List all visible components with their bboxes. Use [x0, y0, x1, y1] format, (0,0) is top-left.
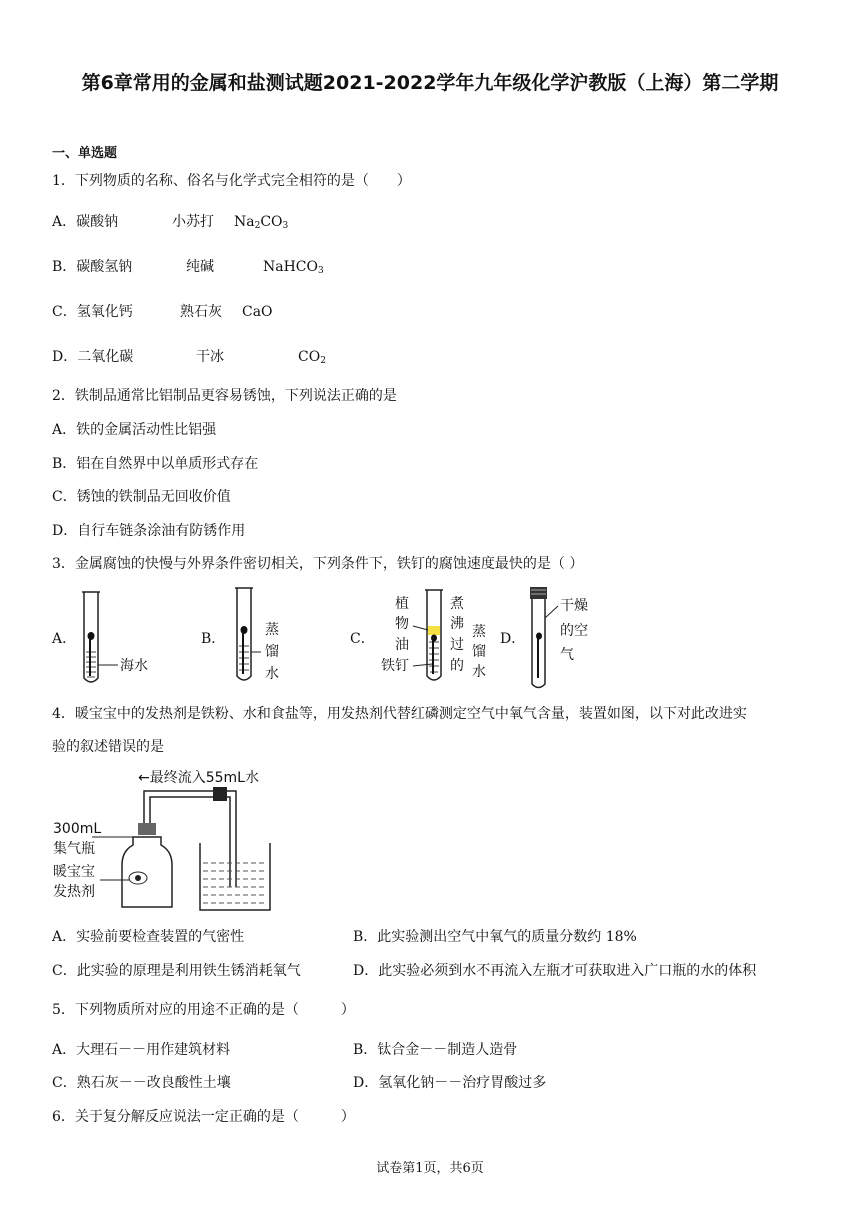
- q5-option-b: B．钛合金－－制造人造骨: [353, 1042, 518, 1058]
- tube-c-mid-4: 的: [450, 658, 464, 674]
- page-footer: 试卷第1页，共6页: [376, 1161, 484, 1176]
- chemical-formula: $CO_2$: [298, 349, 326, 366]
- bottle-label-1: 300mL: [53, 821, 102, 837]
- q4-option-c: C．此实验的原理是利用铁生锈消耗氧气: [52, 963, 301, 979]
- q2-option-d: D．自行车链条涂油有防锈作用: [52, 523, 246, 539]
- arrow-label: ←最终流入55mL水: [138, 770, 259, 786]
- tube-c-mid-3: 过: [450, 637, 464, 653]
- tube-c-left-4: 铁钉: [381, 658, 409, 674]
- q4-option-d: D．此实验必须到水不再流入左瓶才可获取进入广口瓶的水的体积: [353, 963, 757, 979]
- option-alias: 纯碱: [186, 259, 214, 275]
- tube-d-label-3: 气: [560, 647, 574, 663]
- test-tube-d-diagram: [524, 586, 604, 696]
- page-title: 第6章常用的金属和盐测试题2021-2022学年九年级化学沪教版（上海）第二学期: [81, 72, 779, 94]
- q2-option-b: B．铝在自然界中以单质形式存在: [52, 456, 259, 472]
- q4-option-b: B．此实验测出空气中氧气的质量分数约 18%: [353, 929, 637, 945]
- q1-option-d: [52, 347, 326, 367]
- tube-a-label: 海水: [120, 658, 148, 674]
- option-alias: 熟石灰: [180, 304, 222, 320]
- option-alias: 干冰: [196, 349, 224, 365]
- option-alias: 小苏打: [172, 214, 214, 230]
- tube-d-label-2: 的空: [560, 623, 588, 639]
- section-heading: 一、单选题: [52, 146, 118, 161]
- option-label: B．碳酸氢钠: [52, 259, 133, 275]
- q3-option-d-letter: D．: [500, 631, 526, 647]
- q2-option-a: A．铁的金属活动性比铝强: [52, 422, 217, 438]
- question-6-stem: 6．关于复分解反应说法一定正确的是（ ）: [52, 1109, 355, 1125]
- tube-c-mid-2: 沸: [450, 616, 464, 632]
- bottle-label-2: 集气瓶: [53, 841, 95, 857]
- tube-c-left-2: 物: [395, 616, 409, 632]
- question-4-stem-line2: 验的叙述错误的是: [52, 739, 164, 755]
- q4-option-a: A．实验前要检查装置的气密性: [52, 929, 245, 945]
- q2-option-c: C．锈蚀的铁制品无回收价值: [52, 489, 231, 505]
- q5-option-c: C．熟石灰－－改良酸性土壤: [52, 1075, 231, 1091]
- tube-d-label-1: 干燥: [560, 598, 588, 614]
- heater-label-1: 暖宝宝: [53, 864, 95, 880]
- test-tube-a-diagram: [80, 590, 170, 690]
- chemical-formula: NaHCO$_3$: [263, 259, 324, 276]
- tube-b-label-1: 蒸: [265, 622, 279, 638]
- question-2-stem: 2．铁制品通常比铝制品更容易锈蚀，下列说法正确的是: [52, 388, 397, 404]
- tube-c-left-3: 油: [395, 637, 409, 653]
- tube-b-label-3: 水: [265, 666, 279, 682]
- question-1-stem: 1．下列物质的名称、俗名与化学式完全相符的是（ ）: [52, 173, 411, 189]
- q5-option-a: A．大理石－－用作建筑材料: [52, 1042, 231, 1058]
- tube-c-right-3: 水: [472, 664, 486, 680]
- chemical-formula: CaO: [242, 304, 273, 320]
- tube-b-label-2: 馏: [265, 644, 279, 660]
- apparatus-diagram: [50, 765, 290, 915]
- option-label: D．二氧化碳: [52, 349, 134, 365]
- question-5-stem: 5．下列物质所对应的用途不正确的是（ ）: [52, 1002, 355, 1018]
- q3-option-a-letter: A．: [52, 631, 77, 647]
- question-3-stem: 3．金属腐蚀的快慢与外界条件密切相关，下列条件下，铁钉的腐蚀速度最快的是（ ）: [52, 556, 584, 572]
- tube-c-left-1: 植: [395, 596, 409, 612]
- q3-option-b-letter: B．: [201, 631, 226, 647]
- test-tube-c-diagram: [375, 588, 495, 688]
- option-label: A．碳酸钠: [52, 214, 119, 230]
- q5-option-d: D．氢氧化钠－－治疗胃酸过多: [353, 1075, 547, 1091]
- tube-c-right-2: 馏: [472, 644, 486, 660]
- option-label: C．氢氧化钙: [52, 304, 133, 320]
- chemical-formula: $Na_2CO_3$: [234, 214, 289, 231]
- q1-option-b: [52, 257, 324, 277]
- q3-option-c-letter: C．: [350, 631, 375, 647]
- tube-c-right-1: 蒸: [472, 624, 486, 640]
- q1-option-c: [52, 302, 273, 322]
- q1-option-a: [52, 212, 289, 232]
- question-4-stem-line1: 4．暖宝宝中的发热剂是铁粉、水和食盐等，用发热剂代替红磷测定空气中氧气含量，装置如图，以下对此改进实: [52, 706, 747, 722]
- heater-label-2: 发热剂: [53, 884, 95, 900]
- test-tube-b-diagram: [233, 586, 313, 686]
- tube-c-mid-1: 煮: [450, 596, 464, 612]
